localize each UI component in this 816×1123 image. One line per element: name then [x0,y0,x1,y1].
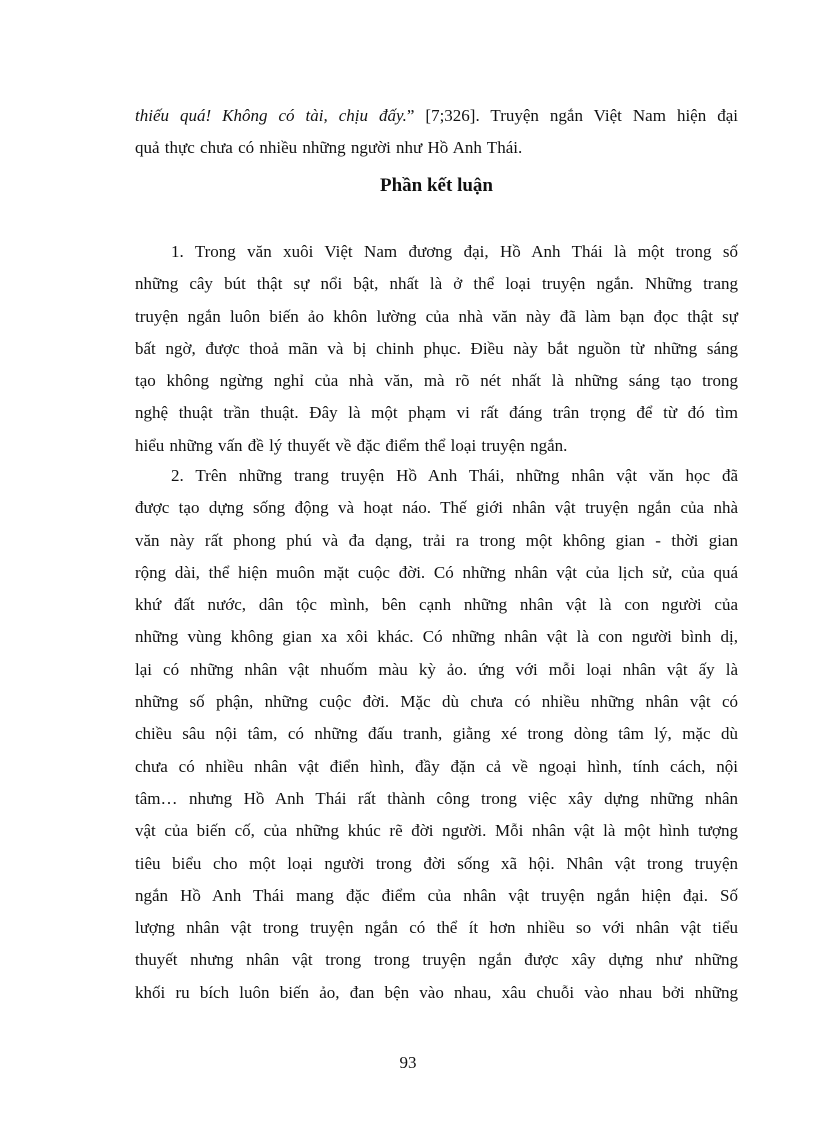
paragraph2-line-9: chiều sâu nội tâm, có những đấu tranh, giằng xé trong dòng tâm lý, mặc dù [135,724,738,744]
paragraph1-line-4: bất ngờ, được thoả mãn và bị chinh phục. Điều này bắt nguồn từ những sáng [135,338,738,358]
paragraph2-line-5: khứ đất nước, dân tộc mình, bên cạnh những nhân vật là con người của [135,595,738,615]
intro-line-1 [135,100,738,132]
paragraph2-line-10: chưa có nhiều nhân vật điển hình, đầy đặn cả về ngoại hình, tính cách, nội [135,756,738,776]
intro-line-2: quả thực chưa có nhiều những người như Hồ Anh Thái. [135,138,523,158]
paragraph2-line-17: khối ru bích luôn biến ảo, đan bện vào nhau, xâu chuỗi vào nhau bởi những [135,982,738,1002]
paragraph2-line-4: rộng dài, thể hiện muôn mặt cuộc đời. Có những nhân vật của lịch sử, của quá [135,562,738,582]
paragraph1-line-3: truyện ngắn luôn biến ảo khôn lường của nhà văn này đã làm bạn đọc thật sự [135,306,738,326]
paragraph2-line-8: những số phận, những cuộc đời. Mặc dù chưa có nhiều những nhân vật có [135,692,738,712]
paragraph2-line-13: tiêu biểu cho một loại người trong đời sống xã hội. Nhân vật trong truyện [135,853,738,873]
paragraph2-line-6: những vùng không gian xa xôi khác. Có những nhân vật là con người bình dị, [135,627,738,647]
quote-citation: ” [7;326]. Truyện ngắn Việt Nam hiện đại [406,106,738,125]
paragraph1-line-7: hiểu những vấn đề lý thuyết về đặc điểm thể loại truyện ngắn. [135,435,568,455]
paragraph2-line-12: vật của biến cố, của những khúc rẽ đời người. Mỗi nhân vật là một hình tượng [135,821,738,841]
paragraph2-line-11: tâm… nhưng Hồ Anh Thái rất thành công trong việc xây dựng những nhân [135,788,738,808]
paragraph1-line-1: 1. Trong văn xuôi Việt Nam đương đại, Hồ Anh Thái là một trong số [171,242,738,261]
paragraph1-line-2: những cây bút thật sự nổi bật, nhất là ở thể loại truyện ngắn. Những trang [135,274,738,294]
paragraph2-line-15: lượng nhân vật trong truyện ngắn có thể ít hơn nhiều so với nhân vật tiểu [135,918,738,938]
paragraph1-line-6: nghệ thuật trần thuật. Đây là một phạm vi rất đáng trân trọng để từ đó tìm [135,403,738,423]
paragraph2-line-7: lại có những nhân vật nhuốm màu kỳ ảo. ứng với mỗi loại nhân vật ấy là [135,659,738,679]
quote-italic: thiếu quá! Không có tài, chịu đấy. [135,106,407,125]
paragraph-2 [135,460,738,1009]
section-heading: Phần kết luận [380,175,493,196]
page-number: 93 [399,1053,417,1072]
paragraph1-line-5: tạo không ngừng nghỉ của nhà văn, mà rõ nét nhất là những sáng tạo trong [135,371,738,391]
paragraph2-line-14: ngắn Hồ Anh Thái mang đặc điểm của nhân vật truyện ngắn hiện đại. Số [135,885,738,905]
paragraph-1 [135,236,738,462]
intro-paragraph [135,100,738,165]
paragraph2-line-1: 2. Trên những trang truyện Hồ Anh Thái, những nhân vật văn học đã [171,466,738,485]
paragraph2-line-16: thuyết nhưng nhân vật trong trong truyện ngắn được xây dựng như những [135,950,738,970]
paragraph2-line-3: văn này rất phong phú và đa dạng, trải ra trong một không gian - thời gian [135,530,738,550]
paragraph2-line-2: được tạo dựng sống động và hoạt náo. Thế giới nhân vật truyện ngắn của nhà [135,498,738,518]
